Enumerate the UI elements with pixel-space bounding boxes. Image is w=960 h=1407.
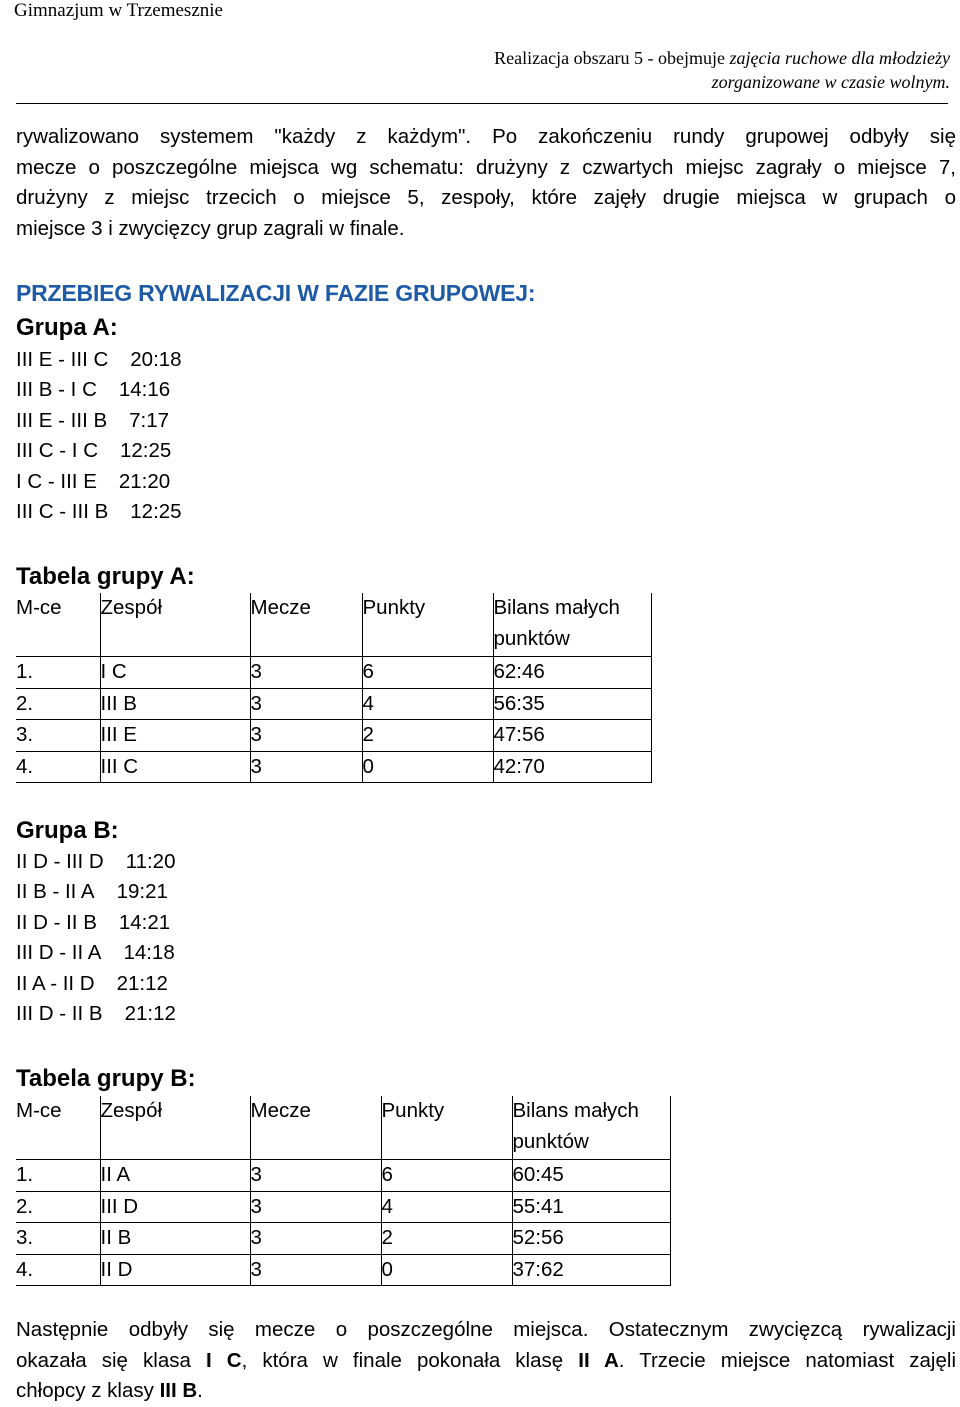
match-row	[16, 877, 176, 907]
summary-line: okazała się klasa I C, która w finale pokonała klasę II A. Trzecie miejsce natomiast zajęli	[16, 1348, 956, 1372]
table-row	[16, 657, 651, 689]
intro-line: rywalizowano systemem "każdy z każdym". Po zakończeniu rundy grupowej odbyły się	[16, 125, 956, 148]
table-cell: 3.	[16, 720, 100, 752]
intro-line: drużyny z miejsc trzecich o miejsce 5, zespoły, które zajęły drugie miejsca w grupach o	[16, 186, 956, 209]
match-score: 12:25	[130, 499, 182, 523]
third-place-team: III B	[159, 1379, 198, 1402]
match-teams: II D - II B	[16, 910, 97, 934]
table-cell: 3	[250, 1254, 381, 1286]
table-cell: 3	[250, 688, 362, 720]
column-header: Mecze	[250, 1096, 381, 1160]
match-row	[16, 847, 176, 877]
header-divider	[16, 103, 948, 104]
column-header: M-ce	[16, 1096, 100, 1160]
column-header: Zespół	[100, 1096, 250, 1160]
match-row	[16, 467, 182, 497]
runner-up-team: II A	[578, 1348, 619, 1372]
group-b-matches	[16, 847, 176, 1029]
table-cell: 2	[362, 720, 493, 752]
group-a-table-heading: Tabela grupy A:	[16, 563, 195, 590]
match-score: 14:16	[118, 378, 171, 402]
table-row	[16, 688, 651, 720]
table-cell: 6	[362, 657, 493, 689]
table-header-row	[16, 593, 651, 657]
match-row	[16, 375, 182, 405]
table-cell: 2	[381, 1223, 512, 1255]
table-cell: III D	[100, 1191, 250, 1223]
table-cell: 1.	[16, 1160, 100, 1192]
match-row	[16, 999, 176, 1029]
table-cell: 0	[362, 751, 493, 783]
match-row	[16, 436, 182, 466]
match-row	[16, 969, 176, 999]
table-cell: II A	[100, 1160, 250, 1192]
table-cell: 4	[362, 688, 493, 720]
document-title	[494, 47, 950, 69]
match-teams: III E - III C	[16, 348, 109, 371]
table-cell: 3	[250, 657, 362, 689]
document-title-prefix: Realizacja obszaru 5 - obejmuje	[494, 48, 730, 68]
intro-line: miejsce 3 i zwycięzcy grup zagrali w finale.	[16, 216, 405, 240]
table-row	[16, 1191, 670, 1223]
table-cell: 55:41	[512, 1191, 670, 1223]
table-cell: III B	[100, 688, 250, 720]
group-b-table-heading: Tabela grupy B:	[16, 1065, 196, 1092]
intro-paragraph	[16, 122, 956, 244]
table-cell: 3	[250, 1191, 381, 1223]
column-header: Mecze	[250, 593, 362, 657]
table-cell: 3	[250, 720, 362, 752]
document-title-italic: zajęcia ruchowe dla młodzieży	[729, 48, 950, 68]
column-header: Zespół	[100, 593, 250, 657]
table-cell: 1.	[16, 657, 100, 689]
document-title-line2: zorganizowane w czasie wolnym.	[711, 72, 950, 92]
table-cell: 62:46	[493, 657, 651, 689]
summary-line: Następnie odbyły się mecze o poszczególne miejsca. Ostatecznym zwycięzcą rywalizacji	[16, 1318, 956, 1341]
table-row	[16, 1160, 670, 1192]
column-header: Punkty	[362, 593, 493, 657]
table-cell: 56:35	[493, 688, 651, 720]
match-teams: III C - III B	[16, 499, 109, 523]
match-teams: III D - II B	[16, 1001, 103, 1025]
table-row	[16, 720, 651, 752]
match-score: 11:20	[125, 850, 176, 873]
column-header: Punkty	[381, 1096, 512, 1160]
match-score: 20:18	[130, 348, 182, 371]
school-name: Gimnazjum w Trzemesznie	[14, 0, 223, 21]
match-teams: II D - III D	[16, 850, 104, 873]
table-cell: 4	[381, 1191, 512, 1223]
match-score: 14:18	[123, 941, 175, 965]
table-cell: 37:62	[512, 1254, 670, 1286]
column-header: M-ce	[16, 593, 100, 657]
match-teams: II A - II D	[16, 971, 95, 995]
table-row	[16, 1223, 670, 1255]
match-row	[16, 908, 176, 938]
summary-line: chłopcy z klasy III B.	[16, 1379, 203, 1402]
group-a-standings-table	[16, 593, 652, 783]
match-teams: III B - I C	[16, 378, 97, 402]
match-score: 21:12	[124, 1001, 176, 1025]
match-teams: III C - I C	[16, 439, 98, 463]
table-cell: 52:56	[512, 1223, 670, 1255]
table-cell: 2.	[16, 1191, 100, 1223]
table-cell: 3	[250, 1223, 381, 1255]
match-score: 21:12	[116, 971, 168, 995]
group-a-matches	[16, 345, 182, 527]
match-teams: I C - III E	[16, 469, 97, 493]
match-score: 19:21	[116, 880, 168, 904]
group-b-heading: Grupa B:	[16, 817, 119, 844]
table-cell: 0	[381, 1254, 512, 1286]
table-cell: II D	[100, 1254, 250, 1286]
table-cell: 4.	[16, 751, 100, 783]
group-b-standings-table	[16, 1096, 671, 1286]
match-score: 14:21	[118, 910, 171, 934]
table-cell: 3	[250, 1160, 381, 1192]
match-row	[16, 406, 182, 436]
table-cell: 42:70	[493, 751, 651, 783]
table-cell: 6	[381, 1160, 512, 1192]
match-score: 21:20	[118, 469, 171, 493]
section-heading: PRZEBIEG RYWALIZACJI W FAZIE GRUPOWEJ:	[16, 280, 536, 306]
match-teams: III E - III B	[16, 408, 108, 432]
group-a-heading: Grupa A:	[16, 314, 118, 341]
match-score: 7:17	[129, 408, 170, 432]
table-row	[16, 751, 651, 783]
match-teams: III D - II A	[16, 941, 102, 965]
table-cell: II B	[100, 1223, 250, 1255]
column-header: Bilans małych punktów	[512, 1096, 670, 1160]
table-cell: 60:45	[512, 1160, 670, 1192]
match-teams: II B - II A	[16, 880, 95, 904]
match-row	[16, 345, 182, 375]
table-cell: I C	[100, 657, 250, 689]
table-cell: 47:56	[493, 720, 651, 752]
table-cell: 3	[250, 751, 362, 783]
table-cell: 3.	[16, 1223, 100, 1255]
match-row	[16, 497, 182, 527]
table-cell: 2.	[16, 688, 100, 720]
table-row	[16, 1254, 670, 1286]
match-row	[16, 938, 176, 968]
intro-line: mecze o poszczególne miejsca wg schematu: drużyny z czwartych miejsc zagrały o miejsce 7,	[16, 155, 956, 179]
column-header: Bilans małych punktów	[493, 593, 651, 657]
winner-team: I C	[205, 1348, 242, 1372]
table-cell: III C	[100, 751, 250, 783]
match-score: 12:25	[120, 439, 172, 463]
table-cell: III E	[100, 720, 250, 752]
table-header-row	[16, 1096, 670, 1160]
summary-paragraph	[16, 1315, 956, 1407]
table-cell: 4.	[16, 1254, 100, 1286]
